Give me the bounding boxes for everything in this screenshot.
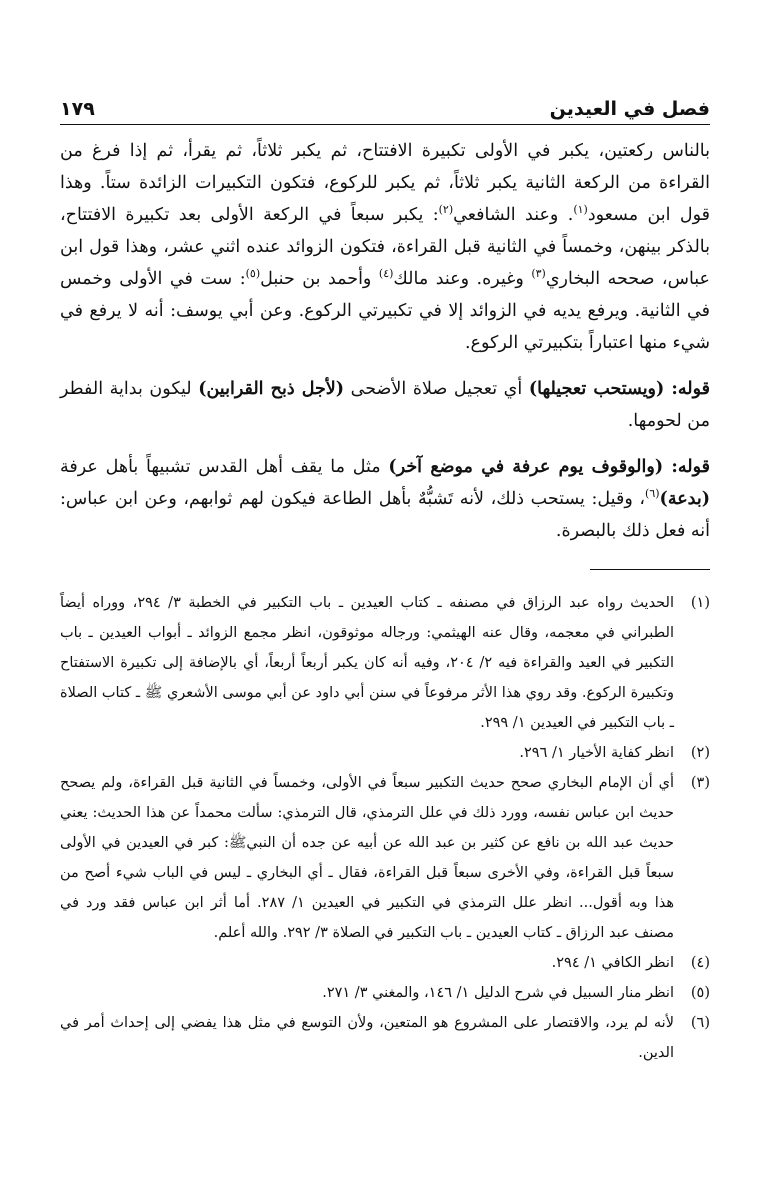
footnote-text: أي أن الإمام البخاري صحح حديث التكبير سبعاً في الأولى، وخمساً في الثانية قبل القراءة، ولم يصحح حديث ابن عباس نفسه، وورد ذلك في علل الترمذي، قال الترمذي: سألت محمداً عن هذا الحديث: يعني حديث عبد الله بن نافع عن كثير بن عبد الله عن أبيه عن جده أن النبيﷺ: كبر في العيدين في الأولى سبعاً قبل القراءة، وفي الأخرى سبعاً قبل القراءة، فقال ـ أي البخاري ـ ليس في الباب شيء أصح من هذا وبه أقول... انظر علل الترمذي في التكبير في العيدين ١/ ٢٨٧. أما أثر ابن عباس فقد ورد في مصنف عبد الرزاق ـ كتاب العيدين ـ باب التكبير في الصلاة ٣/ ٢٩٢. والله أعلم. xyxy=(60,775,674,941)
footnote-number: (٦) xyxy=(690,1015,710,1031)
footnote-text: لأنه لم يرد، والاقتصار على المشروع هو المتعين، ولأن التوسع في مثل هذا يفضي إلى إحداث أمر في الدين. xyxy=(60,1015,674,1061)
footnote-5 xyxy=(60,978,710,1008)
footnote-ref-2[interactable]: (٢) xyxy=(438,203,454,217)
footnote-text: انظر كفاية الأخيار ١/ ٢٩٦. xyxy=(519,745,674,761)
quoted-phrase: (بدعة) xyxy=(659,489,710,509)
footnote-ref-1[interactable]: (١) xyxy=(573,203,588,217)
footnote-number: (٤) xyxy=(690,955,710,971)
qawluhu-label: قوله: xyxy=(664,379,711,399)
quoted-phrase: (لأجل ذبح القرابين) xyxy=(198,379,345,399)
footnote-6 xyxy=(60,1008,710,1068)
footnote-ref-4[interactable]: (٤) xyxy=(378,267,394,281)
footnote-text: الحديث رواه عبد الرزاق في مصنفه ـ كتاب العيدين ـ باب التكبير في الخطبة ٣/ ٢٩٤، ووراه أيضاً الطبراني في معجمه، وقال عنه الهيثمي: ورجاله موثوقون، انظر مجمع الزوائد ـ أبواب العيدين ـ باب التكبير في العيد والقراءة فيه ٢/ ٢٠٤، وفيه أنه كان يكبر أربعاً أربعاً، أي بالإضافة إلى تكبيرة الاستفتاح وتكبيرة الركوع. وقد روي هذا الأثر مرفوعاً في سنن أبي داود عن أبي موسى الأشعري ﷺ ـ كتاب الصلاة ـ باب التكبير في العيدين ١/ ٢٩٩. xyxy=(60,595,674,731)
footnote-number: (٢) xyxy=(690,745,710,761)
footnote-1 xyxy=(60,588,710,738)
footnote-ref-5[interactable]: (٥) xyxy=(245,267,261,281)
footnotes xyxy=(60,588,710,1068)
quoted-phrase: (والوقوف يوم عرفة في موضع آخر) xyxy=(388,457,664,477)
running-header xyxy=(60,84,710,125)
quoted-phrase: (ويستحب تعجيلها) xyxy=(528,379,665,399)
footnote-ref-3[interactable]: (٣) xyxy=(531,267,546,281)
footnote-number: (١) xyxy=(690,595,710,611)
footnote-number: (٥) xyxy=(690,985,710,1001)
footnote-4 xyxy=(60,948,710,978)
chapter-title: فصل في العيدين xyxy=(549,98,710,120)
paragraph-1: بالناس ركعتين، يكبر في الأولى تكبيرة الافتتاح، ثم يكبر ثلاثاً، ثم يقرأ، ثم إذا فرغ من القراءة من الركعة الثانية يكبر ثلاثاً، ثم يكبر للركوع، فتكون التكبيرات الزائدة ستاً. وهذا قول ابن مسعود$^{(١)}$. وعند الشافعي$^{(٢)}$: يكبر سبعاً في الركعة الأولى بعد تكبيرة الافتتاح، بالذكر بينهن، وخمساً في الثانية قبل القراءة، فتكون الزوائد عنده اثني عشر، وهذا قول ابن عباس، صححه البخاري$^{(٣)}$ وغيره. وعند مالك$^{(٤)}$ وأحمد بن حنبل$^{(٥)}$: ست في الأولى وخمس في الثانية. ويرفع يديه في الزوائد إلا في تكبيرتي الركوع. وعن أبي يوسف: أنه لا يرفع في شيء منها اعتباراً بتكبيرتي الركوع. xyxy=(60,141,710,353)
page xyxy=(60,84,710,1174)
footnote-text: انظر منار السبيل في شرح الدليل ١/ ١٤٦، والمغني ٣/ ٢٧١. xyxy=(322,985,674,1001)
footnote-3 xyxy=(60,768,710,948)
paragraph-2: قوله: (ويستحب تعجيلها) أي تعجيل صلاة الأضحى (لأجل ذبح القرابين) ليكون بداية الفطر من لحومها. xyxy=(60,379,711,431)
footnote-number: (٣) xyxy=(690,775,710,791)
footnote-ref-6[interactable]: (٦) xyxy=(645,487,660,501)
page-number: ١٧٩ xyxy=(60,98,95,120)
footnote-separator xyxy=(590,569,710,570)
footnote-text: انظر الكافي ١/ ٢٩٤. xyxy=(551,955,674,971)
footnote-2 xyxy=(60,738,710,768)
paragraph-3: قوله: (والوقوف يوم عرفة في موضع آخر) مثل ما يقف أهل القدس تشبيهاً بأهل عرفة (بدعة)$^{(٦)}$، وقيل: يستحب ذلك، لأنه تَشبُّهٌ بأهل الطاعة فيكون لهم ثوابهم، وعن ابن عباس: أنه فعل ذلك بالبصرة. xyxy=(60,457,710,541)
main-text xyxy=(60,135,710,547)
qawluhu-label: قوله: xyxy=(663,457,710,477)
